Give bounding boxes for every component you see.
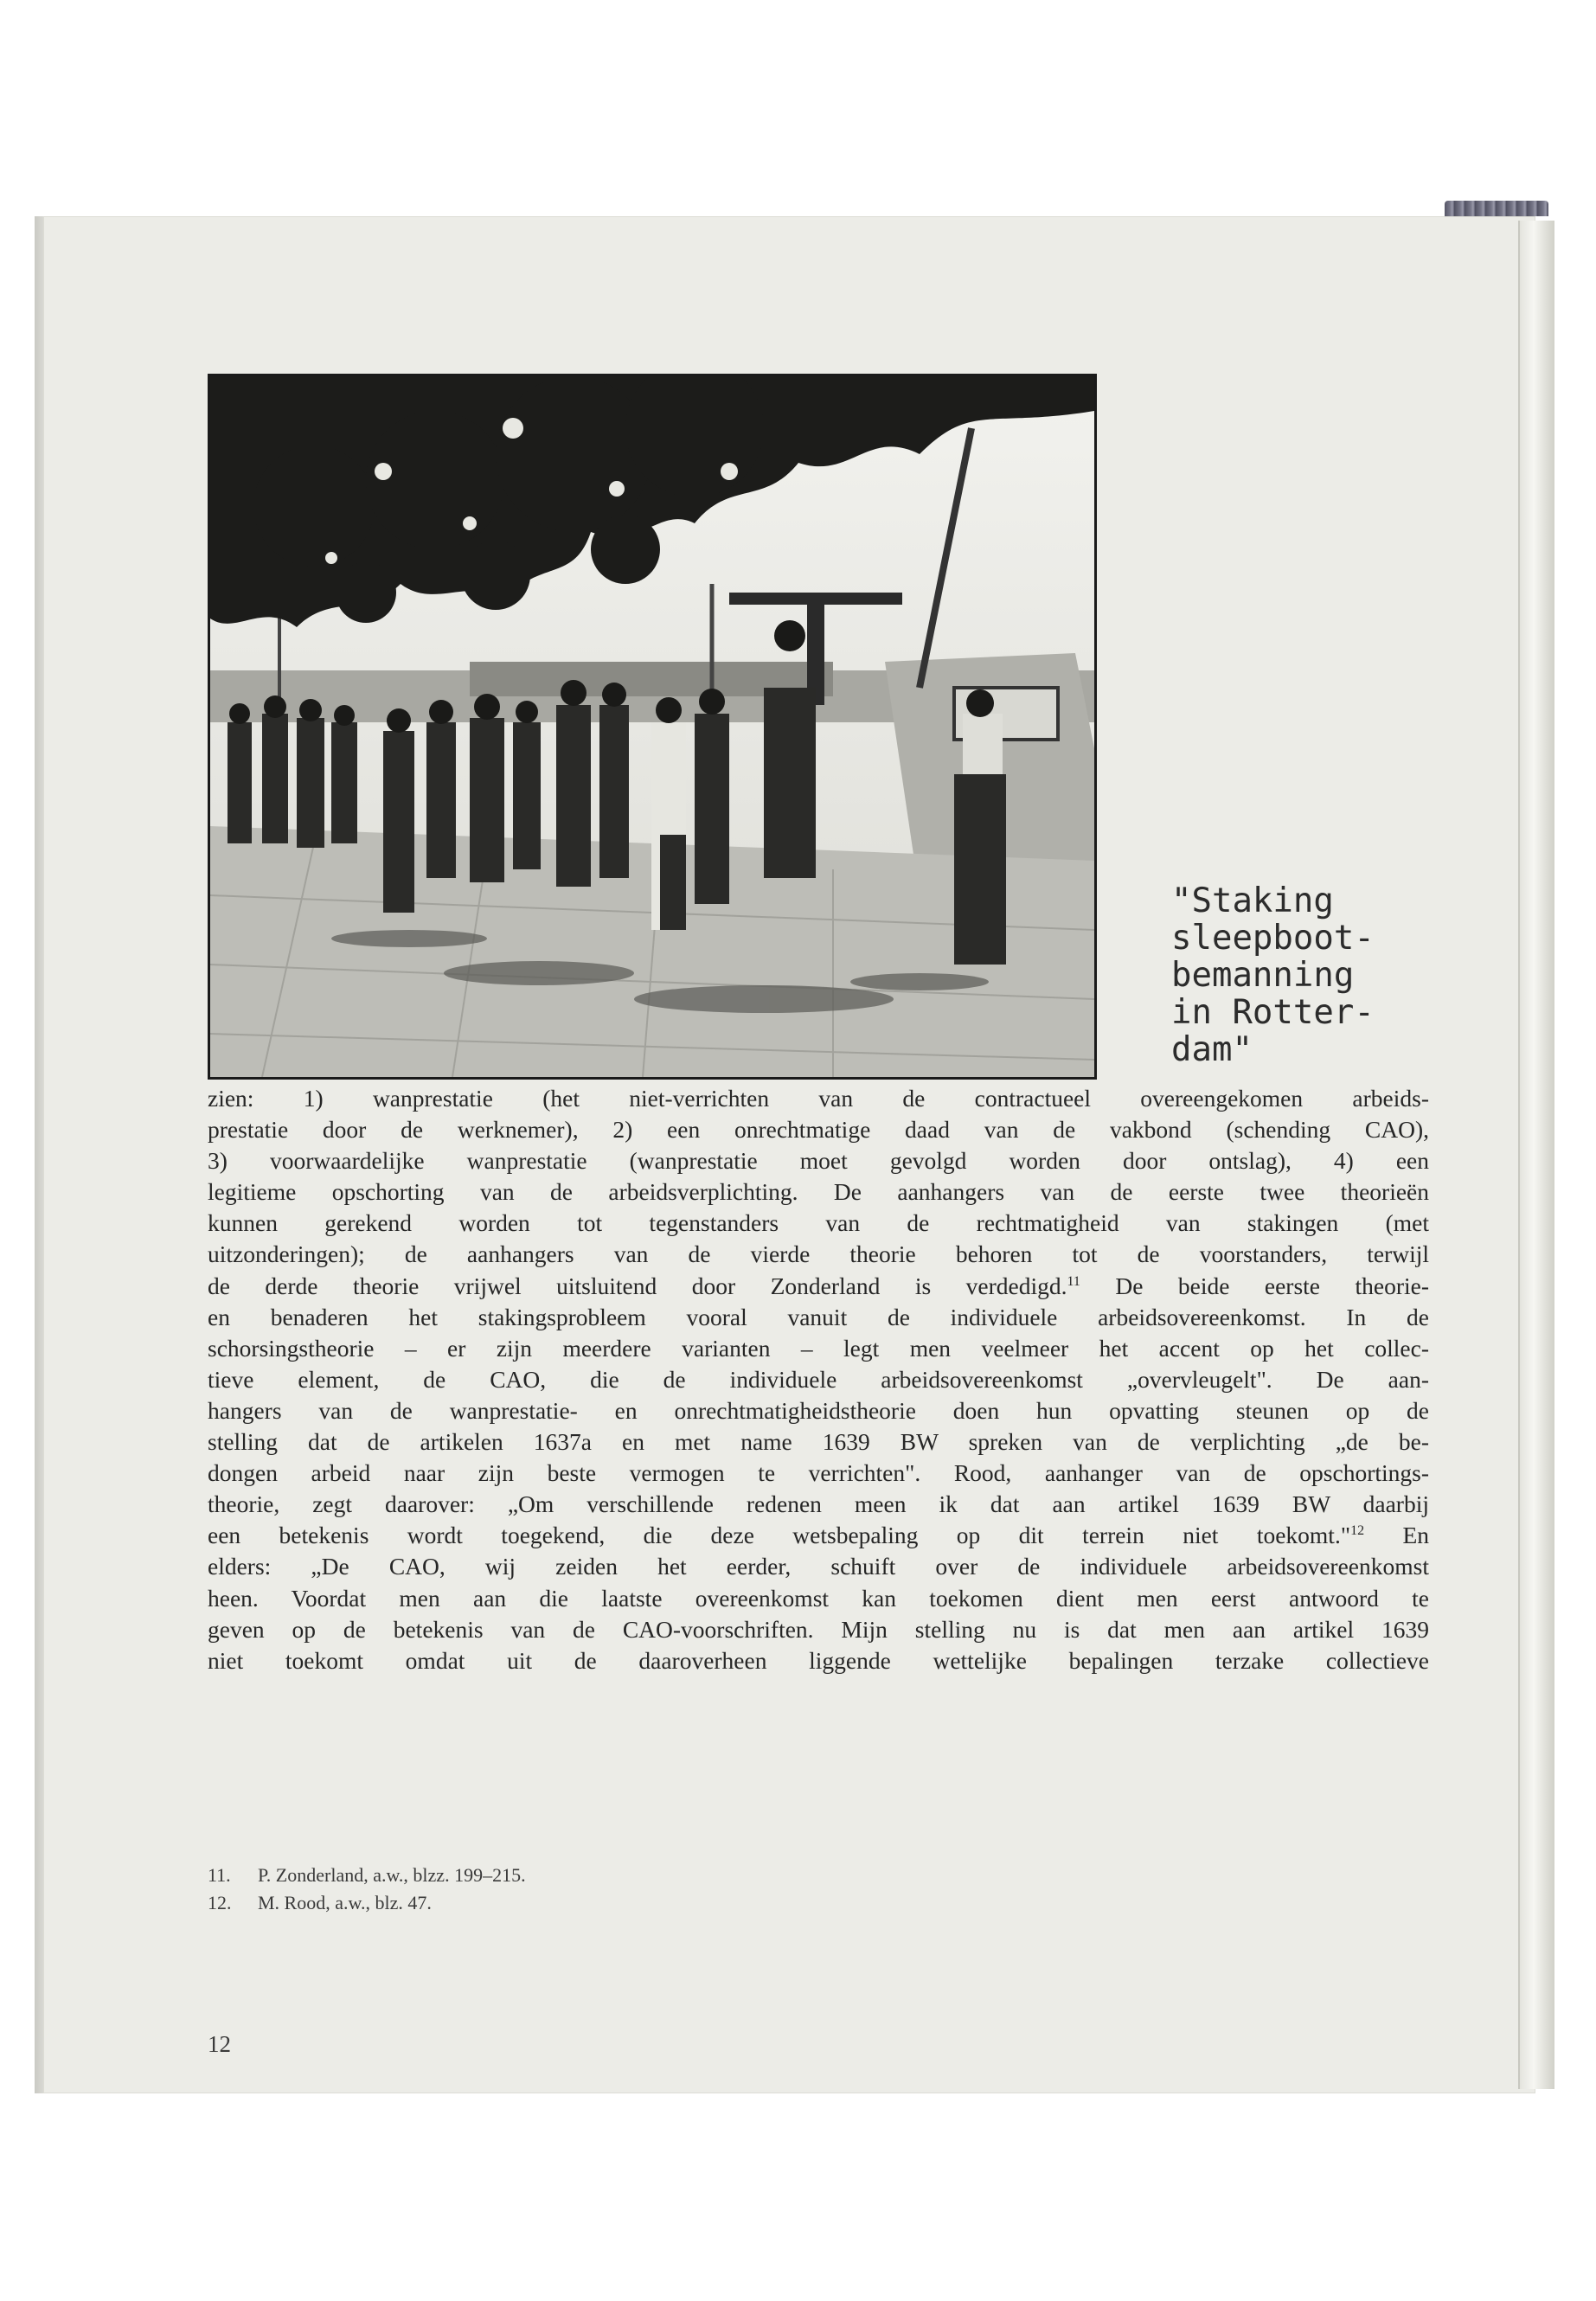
caption-line: dam" — [1171, 1030, 1253, 1069]
strike-photo — [208, 374, 1097, 1080]
footnote-text: M. Rood, a.w., blz. 47. — [258, 1892, 432, 1913]
text-line: tieve element, de CAO, die de individuele arbeidsovereenkomst „overvleugelt". De aan- — [208, 1365, 1429, 1393]
footnote-ref-12: 12 — [1350, 1523, 1365, 1539]
caption-line: in Rotter- — [1171, 993, 1375, 1032]
footnote-number: 12. — [208, 1892, 232, 1913]
text-line: hangers van de wanprestatie- en onrechtmatigheidstheorie doen hun opvatting steunen op de — [208, 1396, 1429, 1424]
text-line-with-footnote — [208, 1271, 1429, 1302]
text-line: heen. Voordat men aan die laatste overeenkomst kan toekomen dient men eerst antwoord te — [208, 1584, 1429, 1612]
text-line: geven op de betekenis van de CAO-voorschriften. Mijn stelling nu is dat men aan artikel 1639 — [208, 1615, 1429, 1643]
text-line-start: een betekenis wordt toegekend, die deze wetsbepaling op dit terrein niet toekomt." — [208, 1522, 1351, 1549]
body-text — [208, 1083, 1429, 1676]
book-spine — [1445, 201, 1548, 216]
page-number: 12 — [208, 2031, 231, 2057]
caption-line: sleepboot- — [1171, 919, 1375, 958]
text-line: dongen arbeid naar zijn beste vermogen te verrichten". Rood, aanhanger van de opschortings- — [208, 1459, 1429, 1487]
caption-line: "Staking — [1171, 881, 1334, 920]
footnote — [208, 1889, 1073, 1917]
photo-strike-harbor-icon — [210, 376, 1094, 1077]
text-line: prestatie door de werknemer), 2) een onrechtmatige daad van de vakbond (schending CAO), — [208, 1116, 1429, 1144]
text-line: schorsingstheorie – er zijn meerdere varianten – legt men veelmeer het accent op het collec- — [208, 1334, 1429, 1362]
footnote-text: P. Zonderland, a.w., blzz. 199–215. — [258, 1864, 526, 1886]
footnote-ref-11: 11 — [1067, 1273, 1080, 1289]
text-line: stelling dat de artikelen 1637a en met name 1639 BW spreken van de verplichting „de be- — [208, 1428, 1429, 1456]
photo-caption — [1171, 882, 1457, 1068]
footnote-number: 11. — [208, 1864, 231, 1886]
footnotes — [208, 1862, 1073, 1917]
text-line: legitieme opschorting van de arbeidsverplichting. De aanhangers van de eerste twee theorieën — [208, 1178, 1429, 1206]
page-edge-right — [1518, 221, 1554, 2089]
footnote — [208, 1862, 1073, 1889]
text-line-tail: De beide eerste theorie- — [1080, 1272, 1429, 1299]
text-line: uitzonderingen); de aanhangers van de vierde theorie behoren tot de voorstanders, terwijl — [208, 1240, 1429, 1268]
text-line: en benaderen het stakingsprobleem vooral vanuit de individuele arbeidsovereenkomst. In de — [208, 1303, 1429, 1330]
text-line: elders: „De CAO, wij zeiden het eerder, schuift over de individuele arbeidsovereenkomst — [208, 1553, 1429, 1580]
text-line-with-footnote — [208, 1520, 1429, 1551]
text-line: niet toekomt omdat uit de daaroverheen liggende wettelijke bepalingen terzake collectieve — [208, 1646, 1429, 1674]
text-line-start: de derde theorie vrijwel uitsluitend door Zonderland is verdedigd. — [208, 1272, 1067, 1299]
text-line-tail: En — [1364, 1522, 1429, 1549]
text-line: kunnen gerekend worden tot tegenstanders van de rechtmatigheid van stakingen (met — [208, 1209, 1429, 1237]
text-line: theorie, zegt daarover: „Om verschillende redenen meen ik dat aan artikel 1639 BW daarbij — [208, 1490, 1429, 1518]
caption-line: bemanning — [1171, 956, 1355, 995]
text-line: 3) voorwaardelijke wanprestatie (wanprestatie moet gevolgd worden door ontslag), 4) een — [208, 1147, 1429, 1175]
text-line: zien: 1) wanprestatie (het niet-verrichten van de contractueel overeengekomen arbeids- — [208, 1085, 1429, 1112]
